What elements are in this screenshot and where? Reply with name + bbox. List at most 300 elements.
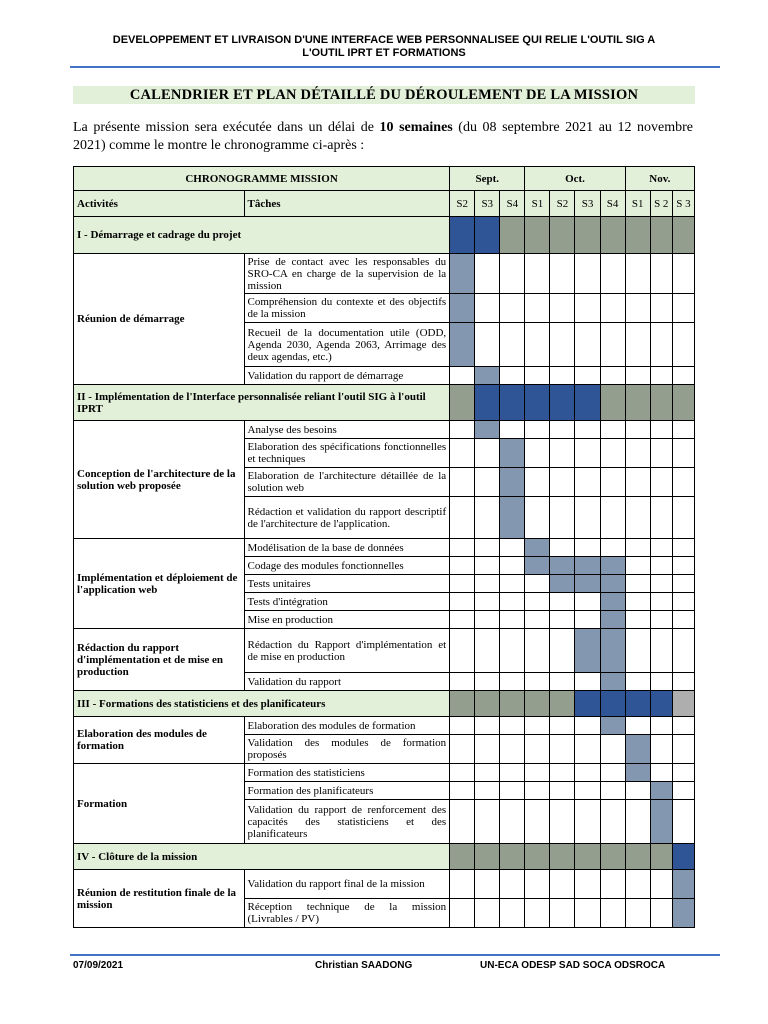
task-week-cell (550, 575, 575, 593)
task-week-cell (672, 764, 694, 782)
task-week-cell (450, 294, 475, 323)
phase-row (74, 385, 695, 421)
task-week-cell (475, 782, 500, 800)
phase-week-cell (475, 844, 500, 870)
phase-week-cell (600, 844, 625, 870)
activity-label: Réunion de restitution finale de la mission (74, 870, 245, 928)
task-week-cell (650, 782, 672, 800)
task-label: Elaboration des modules de formation (244, 717, 450, 735)
task-week-cell (625, 439, 650, 468)
task-week-cell (475, 899, 500, 928)
task-week-cell (600, 629, 625, 673)
task-week-cell (672, 254, 694, 294)
task-label: Prise de contact avec les responsables du SRO-CA en charge de la supervision de la mission (244, 254, 450, 294)
week-header: S 2 (650, 191, 672, 217)
task-week-cell (600, 539, 625, 557)
footer-date: 07/09/2021 (73, 960, 124, 971)
task-label: Rédaction du Rapport d'implémentation et de mise en production (244, 629, 450, 673)
task-label: Validation des modules de formation proposés (244, 735, 450, 764)
task-week-cell (600, 439, 625, 468)
task-week-cell (450, 782, 475, 800)
phase-week-cell (500, 217, 525, 254)
task-week-cell (450, 800, 475, 844)
task-week-cell (672, 735, 694, 764)
phase-row (74, 691, 695, 717)
task-week-cell (525, 764, 550, 782)
task-week-cell (650, 899, 672, 928)
week-header: S3 (575, 191, 600, 217)
task-label: Validation du rapport final de la mission (244, 870, 450, 899)
task-week-cell (500, 593, 525, 611)
task-week-cell (625, 629, 650, 673)
task-week-cell (672, 439, 694, 468)
task-week-cell (525, 294, 550, 323)
phase-week-cell (625, 217, 650, 254)
task-week-cell (575, 294, 600, 323)
task-week-cell (625, 899, 650, 928)
task-week-cell (450, 367, 475, 385)
task-week-cell (450, 439, 475, 468)
task-week-cell (550, 629, 575, 673)
phase-week-cell (672, 385, 694, 421)
task-week-cell (450, 254, 475, 294)
task-row (74, 629, 695, 673)
month-sept: Sept. (450, 167, 525, 191)
task-week-cell (600, 870, 625, 899)
task-label: Elaboration des spécifications fonctionnelles et techniques (244, 439, 450, 468)
task-week-cell (575, 782, 600, 800)
task-label: Mise en production (244, 611, 450, 629)
task-week-cell (625, 323, 650, 367)
phase-week-cell (450, 691, 475, 717)
task-week-cell (650, 800, 672, 844)
task-week-cell (625, 421, 650, 439)
task-week-cell (450, 764, 475, 782)
task-week-cell (672, 800, 694, 844)
task-week-cell (672, 468, 694, 497)
task-week-cell (450, 735, 475, 764)
task-row (74, 539, 695, 557)
document-header (70, 34, 698, 60)
task-week-cell (575, 557, 600, 575)
task-week-cell (550, 800, 575, 844)
footer-org: UN-ECA ODESP SAD SOCA ODSROCA (480, 960, 666, 971)
task-label: Elaboration de l'architecture détaillée de la solution web (244, 468, 450, 497)
task-week-cell (672, 870, 694, 899)
intro-text-1: La présente mission sera exécutée dans un délai de (73, 120, 380, 135)
phase-week-cell (450, 385, 475, 421)
task-week-cell (525, 611, 550, 629)
task-week-cell (575, 439, 600, 468)
task-week-cell (600, 735, 625, 764)
task-week-cell (475, 870, 500, 899)
task-week-cell (500, 735, 525, 764)
phase-week-cell (500, 385, 525, 421)
phase-week-cell (475, 385, 500, 421)
task-week-cell (650, 497, 672, 539)
task-week-cell (575, 899, 600, 928)
task-week-cell (575, 735, 600, 764)
task-week-cell (550, 593, 575, 611)
phase-week-cell (550, 217, 575, 254)
task-week-cell (550, 673, 575, 691)
task-week-cell (650, 870, 672, 899)
header-line-2: L'OUTIL IPRT ET FORMATIONS (302, 47, 466, 59)
task-week-cell (550, 782, 575, 800)
phase-week-cell (672, 217, 694, 254)
task-week-cell (672, 294, 694, 323)
task-week-cell (600, 673, 625, 691)
task-label: Modélisation de la base de données (244, 539, 450, 557)
header-line-1: DEVELOPPEMENT ET LIVRAISON D'UNE INTERFACE WEB PERSONNALISEE QUI RELIE L'OUTIL SIG A (112, 34, 656, 46)
task-week-cell (550, 557, 575, 575)
task-week-cell (500, 468, 525, 497)
task-week-cell (500, 800, 525, 844)
phase-row (74, 217, 695, 254)
task-week-cell (575, 323, 600, 367)
task-week-cell (525, 673, 550, 691)
phase-week-cell (525, 217, 550, 254)
phase-week-cell (575, 385, 600, 421)
task-week-cell (500, 557, 525, 575)
task-week-cell (550, 539, 575, 557)
task-week-cell (600, 800, 625, 844)
task-week-cell (650, 439, 672, 468)
task-week-cell (600, 557, 625, 575)
phase-week-cell (475, 691, 500, 717)
task-week-cell (672, 367, 694, 385)
task-week-cell (625, 468, 650, 497)
task-week-cell (500, 629, 525, 673)
task-week-cell (625, 782, 650, 800)
activity-label: Réunion de démarrage (74, 254, 245, 385)
task-week-cell (550, 717, 575, 735)
task-week-cell (500, 764, 525, 782)
task-week-cell (550, 468, 575, 497)
phase-week-cell (550, 385, 575, 421)
task-label: Tests unitaires (244, 575, 450, 593)
task-week-cell (475, 294, 500, 323)
task-label: Validation du rapport (244, 673, 450, 691)
phase-week-cell (525, 691, 550, 717)
task-week-cell (650, 575, 672, 593)
task-week-cell (625, 557, 650, 575)
task-week-cell (450, 323, 475, 367)
task-week-cell (525, 735, 550, 764)
week-header: S4 (500, 191, 525, 217)
month-nov: Nov. (625, 167, 694, 191)
task-week-cell (625, 764, 650, 782)
footer-rule (70, 954, 720, 956)
task-week-cell (475, 323, 500, 367)
week-header: S1 (525, 191, 550, 217)
task-week-cell (500, 782, 525, 800)
task-week-cell (625, 575, 650, 593)
task-label: Formation des planificateurs (244, 782, 450, 800)
phase-week-cell (650, 844, 672, 870)
task-week-cell (550, 439, 575, 468)
task-label: Analyse des besoins (244, 421, 450, 439)
task-week-cell (450, 539, 475, 557)
task-week-cell (650, 421, 672, 439)
task-week-cell (475, 557, 500, 575)
task-week-cell (600, 421, 625, 439)
task-week-cell (500, 717, 525, 735)
task-week-cell (500, 870, 525, 899)
task-week-cell (575, 497, 600, 539)
task-week-cell (600, 593, 625, 611)
task-week-cell (550, 870, 575, 899)
task-week-cell (475, 497, 500, 539)
task-week-cell (500, 539, 525, 557)
activity-label: Elaboration des modules de formation (74, 717, 245, 764)
task-week-cell (500, 367, 525, 385)
task-week-cell (575, 800, 600, 844)
phase-week-cell (650, 385, 672, 421)
task-week-cell (525, 800, 550, 844)
task-label: Codage des modules fonctionnelles (244, 557, 450, 575)
task-week-cell (450, 468, 475, 497)
task-week-cell (575, 593, 600, 611)
task-week-cell (500, 294, 525, 323)
task-week-cell (550, 294, 575, 323)
task-week-cell (475, 421, 500, 439)
phase-week-cell (625, 844, 650, 870)
task-week-cell (525, 421, 550, 439)
task-week-cell (475, 539, 500, 557)
phase-week-cell (672, 691, 694, 717)
week-header: S 3 (672, 191, 694, 217)
task-week-cell (575, 367, 600, 385)
phase-week-cell (672, 844, 694, 870)
task-week-cell (525, 575, 550, 593)
phase-label: I - Démarrage et cadrage du projet (74, 217, 450, 254)
task-week-cell (550, 367, 575, 385)
task-label: Réception technique de la mission (Livrables / PV) (244, 899, 450, 928)
task-week-cell (550, 611, 575, 629)
task-week-cell (672, 717, 694, 735)
task-week-cell (450, 673, 475, 691)
task-label: Validation du rapport de renforcement des capacités des statisticiens et des planificateurs (244, 800, 450, 844)
task-week-cell (475, 764, 500, 782)
task-week-cell (625, 294, 650, 323)
task-week-cell (525, 629, 550, 673)
task-week-cell (600, 497, 625, 539)
phase-week-cell (500, 844, 525, 870)
task-week-cell (650, 593, 672, 611)
task-week-cell (650, 294, 672, 323)
task-week-cell (500, 899, 525, 928)
task-week-cell (475, 629, 500, 673)
task-week-cell (500, 421, 525, 439)
task-week-cell (525, 439, 550, 468)
task-week-cell (575, 575, 600, 593)
activity-label: Rédaction du rapport d'implémentation et de mise en production (74, 629, 245, 691)
task-week-cell (450, 870, 475, 899)
task-week-cell (500, 673, 525, 691)
task-week-cell (450, 899, 475, 928)
task-row (74, 254, 695, 294)
task-week-cell (625, 254, 650, 294)
task-week-cell (450, 557, 475, 575)
week-header: S2 (550, 191, 575, 217)
task-week-cell (650, 254, 672, 294)
task-week-cell (475, 735, 500, 764)
task-week-cell (625, 497, 650, 539)
task-week-cell (650, 764, 672, 782)
task-week-cell (500, 439, 525, 468)
task-week-cell (672, 673, 694, 691)
phase-week-cell (550, 691, 575, 717)
task-label: Rédaction et validation du rapport descriptif de l'architecture de l'application. (244, 497, 450, 539)
task-label: Tests d'intégration (244, 593, 450, 611)
task-week-cell (672, 497, 694, 539)
phase-week-cell (450, 844, 475, 870)
task-week-cell (600, 899, 625, 928)
task-week-cell (672, 611, 694, 629)
task-week-cell (475, 593, 500, 611)
task-week-cell (650, 717, 672, 735)
week-header: S1 (625, 191, 650, 217)
phase-week-cell (550, 844, 575, 870)
task-week-cell (625, 539, 650, 557)
col-activities-header: Activités (74, 191, 245, 217)
task-week-cell (500, 575, 525, 593)
task-week-cell (575, 629, 600, 673)
task-week-cell (475, 611, 500, 629)
task-week-cell (525, 782, 550, 800)
task-week-cell (550, 764, 575, 782)
task-week-cell (625, 735, 650, 764)
phase-week-cell (475, 217, 500, 254)
task-week-cell (672, 421, 694, 439)
task-week-cell (600, 575, 625, 593)
phase-week-cell (600, 691, 625, 717)
task-week-cell (575, 764, 600, 782)
task-week-cell (650, 367, 672, 385)
task-week-cell (475, 673, 500, 691)
task-week-cell (650, 735, 672, 764)
task-week-cell (625, 611, 650, 629)
week-header: S4 (600, 191, 625, 217)
task-week-cell (500, 254, 525, 294)
task-week-cell (525, 367, 550, 385)
task-week-cell (475, 439, 500, 468)
task-week-cell (450, 629, 475, 673)
title-row (74, 167, 695, 191)
task-week-cell (550, 497, 575, 539)
task-week-cell (525, 557, 550, 575)
task-week-cell (575, 539, 600, 557)
footer-author: Christian SAADONG (315, 960, 413, 971)
task-week-cell (672, 557, 694, 575)
col-tasks-header: Tâches (244, 191, 450, 217)
phase-week-cell (575, 217, 600, 254)
task-week-cell (600, 782, 625, 800)
week-header: S2 (450, 191, 475, 217)
phase-week-cell (650, 691, 672, 717)
task-week-cell (650, 323, 672, 367)
chronogram-table (73, 166, 695, 928)
task-week-cell (672, 323, 694, 367)
task-week-cell (672, 899, 694, 928)
task-week-cell (550, 421, 575, 439)
task-week-cell (672, 539, 694, 557)
task-week-cell (650, 673, 672, 691)
task-week-cell (450, 421, 475, 439)
phase-label: II - Implémentation de l'Interface personnalisée reliant l'outil SIG à l'outil IPRT (74, 385, 450, 421)
task-week-cell (650, 539, 672, 557)
task-week-cell (625, 673, 650, 691)
header-rule (70, 66, 720, 68)
task-week-cell (475, 254, 500, 294)
task-week-cell (672, 782, 694, 800)
task-week-cell (525, 254, 550, 294)
task-label: Formation des statisticiens (244, 764, 450, 782)
task-row (74, 421, 695, 439)
task-week-cell (600, 323, 625, 367)
task-label: Compréhension du contexte et des objectifs de la mission (244, 294, 450, 323)
activity-label: Conception de l'architecture de la solution web proposée (74, 421, 245, 539)
phase-week-cell (650, 217, 672, 254)
task-week-cell (525, 468, 550, 497)
task-week-cell (475, 367, 500, 385)
task-week-cell (550, 323, 575, 367)
table-title: CHRONOGRAMME MISSION (74, 167, 450, 191)
task-week-cell (600, 717, 625, 735)
task-week-cell (575, 673, 600, 691)
task-row (74, 870, 695, 899)
task-week-cell (650, 629, 672, 673)
task-week-cell (575, 611, 600, 629)
task-week-cell (450, 717, 475, 735)
task-week-cell (575, 254, 600, 294)
task-week-cell (550, 735, 575, 764)
task-week-cell (600, 468, 625, 497)
task-week-cell (650, 611, 672, 629)
task-week-cell (525, 899, 550, 928)
phase-week-cell (450, 217, 475, 254)
task-week-cell (500, 611, 525, 629)
task-week-cell (672, 629, 694, 673)
week-header: S3 (475, 191, 500, 217)
phase-week-cell (525, 844, 550, 870)
phase-week-cell (600, 217, 625, 254)
section-title: CALENDRIER ET PLAN DÉTAILLÉ DU DÉROULEMENT DE LA MISSION (73, 86, 695, 104)
intro-paragraph (73, 119, 693, 155)
phase-week-cell (500, 691, 525, 717)
phase-label: IV - Clôture de la mission (74, 844, 450, 870)
phase-week-cell (525, 385, 550, 421)
task-label: Validation du rapport de démarrage (244, 367, 450, 385)
task-week-cell (550, 899, 575, 928)
task-week-cell (450, 497, 475, 539)
task-week-cell (600, 254, 625, 294)
task-week-cell (600, 367, 625, 385)
task-week-cell (625, 367, 650, 385)
phase-row (74, 844, 695, 870)
task-row (74, 717, 695, 735)
task-week-cell (525, 323, 550, 367)
task-week-cell (475, 800, 500, 844)
activity-label: Implémentation et déploiement de l'application web (74, 539, 245, 629)
activity-label: Formation (74, 764, 245, 844)
task-week-cell (525, 717, 550, 735)
task-week-cell (450, 611, 475, 629)
task-week-cell (625, 870, 650, 899)
intro-duration: 10 semaines (379, 120, 453, 135)
header-row (74, 191, 695, 217)
